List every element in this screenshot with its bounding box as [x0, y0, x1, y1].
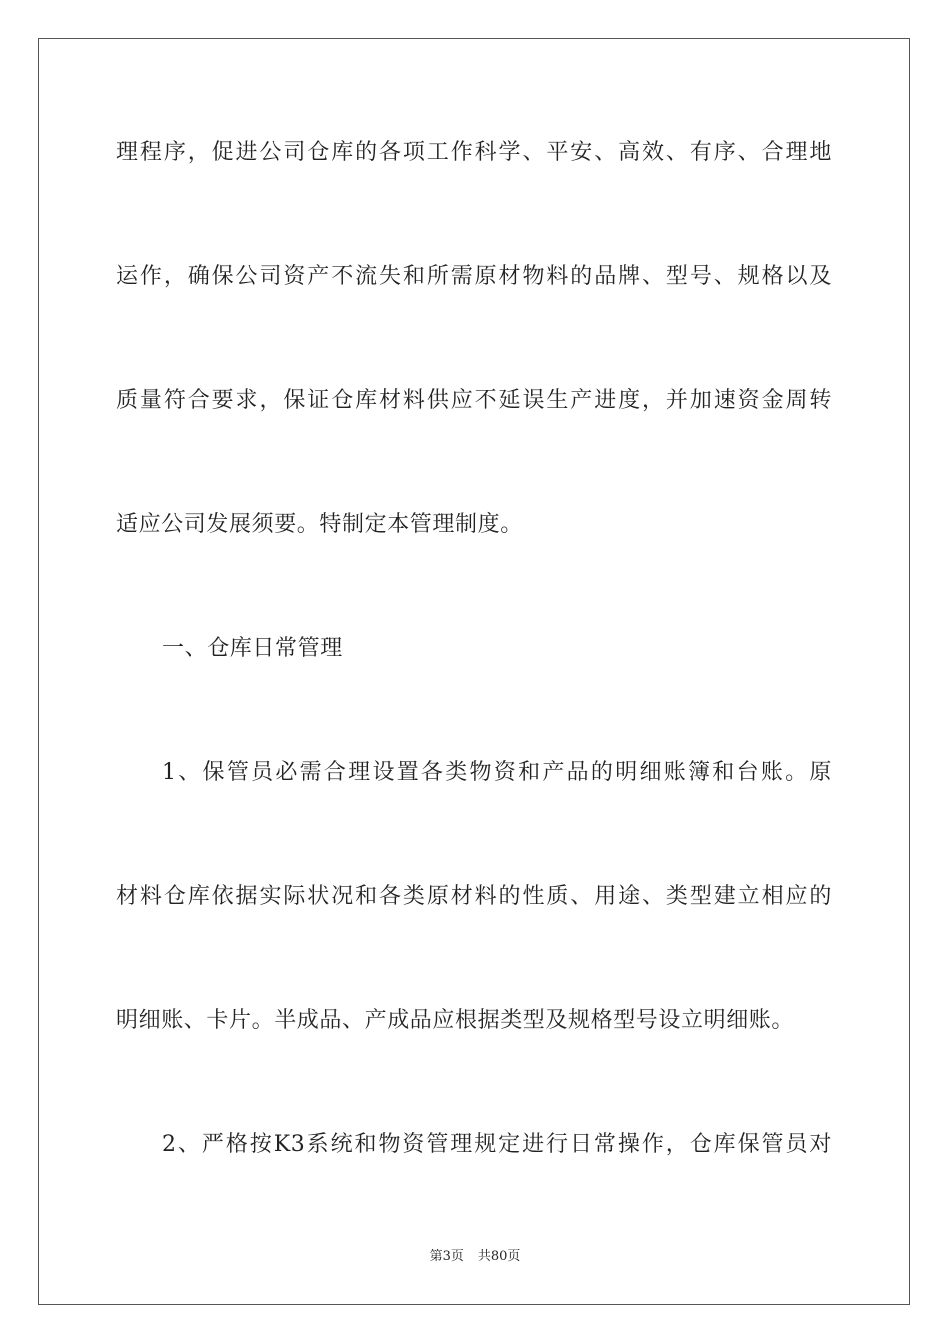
- body-line-4: 适应公司发展须要。特制定本管理制度。: [116, 512, 523, 537]
- body-line-1: 理程序，促进公司仓库的各项工作科学、平安、高效、有序、合理地: [116, 140, 832, 165]
- body-line-7: 材料仓库依据实际状况和各类原材料的性质、用途、类型建立相应的: [116, 884, 832, 909]
- section-heading: 一、仓库日常管理: [162, 636, 343, 661]
- body-line-6: 1、保管员必需合理设置各类物资和产品的明细账簿和台账。原: [162, 760, 832, 785]
- body-line-3: 质量符合要求，保证仓库材料供应不延误生产进度，并加速资金周转: [116, 388, 832, 413]
- page-footer: [0, 1245, 950, 1264]
- page-frame: [38, 38, 910, 1305]
- page-number: 第3页: [429, 1249, 464, 1264]
- body-line-8: 明细账、卡片。半成品、产成品应根据类型及规格型号设立明细账。: [116, 1008, 795, 1033]
- body-line-9: 2、严格按K3系统和物资管理规定进行日常操作，仓库保管员对: [162, 1132, 832, 1157]
- page-total: 共80页: [477, 1249, 521, 1264]
- body-line-2: 运作，确保公司资产不流失和所需原材物料的品牌、型号、规格以及: [116, 264, 832, 289]
